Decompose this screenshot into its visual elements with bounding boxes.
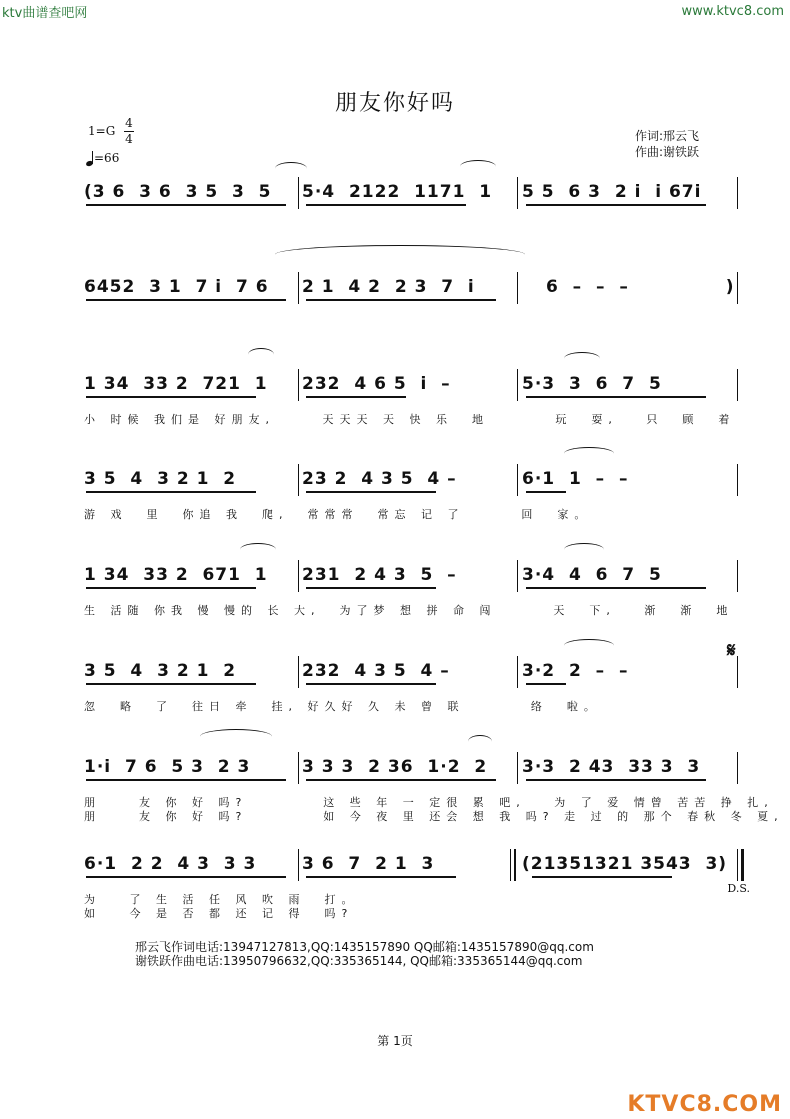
measure: (21351321 3543 3) [522, 854, 728, 874]
lyrics-line: 朋 友 你 好 吗? 如 今 夜 里 还会 想 我 吗? 走 过 的 那个 春秋 冬 夏, [84, 810, 784, 823]
watermark-logo: KTVC8.COM [627, 1092, 782, 1117]
score-row-1 [80, 182, 750, 222]
measure: 3·4 4 6 7 5 [522, 565, 662, 585]
measure: 3 5 4 3 2 1 2 [84, 661, 237, 681]
lyricist-contact: 邢云飞作词电话:13947127813,QQ:1435157890 QQ邮箱:1435157890@qq.com [135, 940, 594, 954]
segno-icon: 𝄋 [727, 638, 736, 662]
site-name-left: ktv曲谱查吧网 [2, 6, 88, 21]
measure: 5·4 2122 1171 1 [302, 182, 493, 202]
contact-info [135, 940, 594, 968]
quarter-note-icon [86, 150, 94, 166]
site-url-right: www.ktvc8.com [681, 4, 784, 19]
measure: (3 6 3 6 3 5 3 5 [84, 182, 272, 202]
lyricist-credit: 作词:邢云飞 [635, 129, 700, 143]
lyrics-line: 游 戏 里 你追 我 爬, 常常常 常忘 记 了 回 家。 [84, 508, 592, 521]
tempo-marking [86, 150, 119, 166]
measure: 6 – – – ) [546, 277, 735, 297]
composer-credit: 作曲:谢铁跃 [635, 145, 700, 159]
song-title: 朋友你好吗 [334, 91, 455, 116]
time-signature [122, 116, 136, 147]
credits [635, 128, 699, 160]
measure: 23 2 4 3 5 4 – [302, 469, 457, 489]
measure: 232 4 6 5 i – [302, 374, 451, 394]
lyrics-line: 忽 略 了 往日 牵 挂, 好久好 久 未 曾 联 络 啦。 [84, 700, 601, 713]
score-row-8 [80, 854, 750, 920]
lyrics-line: 小 时候 我们是 好朋友, 天天天 天 快 乐 地 玩 耍, 只 顾 着 [84, 413, 736, 426]
score-row-7 [80, 757, 784, 823]
lyrics-line: 生 活随 你我 慢 慢的 长 大, 为了梦 想 拼 命 闯 天 下, 渐 渐 地 [84, 604, 734, 617]
measure: 6452 3 1 7 i 7 6 [84, 277, 269, 297]
score-row-5 [80, 565, 750, 617]
composer-contact: 谢铁跃作曲电话:13950796632,QQ:335365144, QQ邮箱:335365144@qq.com [135, 954, 583, 968]
score-row-2 [80, 277, 750, 317]
lyrics-line: 朋 友 你 好 吗? 这 些 年 一 定很 累 吧, 为 了 爱 情曾 苦苦 挣 扎, [84, 796, 774, 809]
key-signature: 1=G [88, 124, 116, 138]
lyrics-line: 如 今 是 否 都 还 记 得 吗? [84, 907, 354, 920]
measure: 2 1 4 2 2 3 7 i [302, 277, 475, 297]
measure: 3 5 4 3 2 1 2 [84, 469, 237, 489]
measure: 1 34 33 2 721 1 [84, 374, 268, 394]
dal-segno-marking: D.S. [727, 882, 750, 895]
measure: 3 6 7 2 1 3 [302, 854, 435, 874]
score-row-6 [80, 661, 750, 713]
measure: 3 3 3 2 36 1·2 2 [302, 757, 488, 777]
time-signature-bottom: 4 [125, 132, 133, 146]
page-number: 第 1页 [377, 1034, 413, 1048]
time-signature-top: 4 [125, 116, 133, 130]
measure: 3·2 2 – – [522, 661, 629, 681]
measure: 5·3 3 6 7 5 [522, 374, 662, 394]
tempo-value: =66 [94, 151, 120, 165]
score-row-3 [80, 374, 750, 426]
measure: 6·1 2 2 4 3 3 3 [84, 854, 257, 874]
measure: 6·1 1 – – [522, 469, 629, 489]
measure: 5 5 6 3 2 i i 67i [522, 182, 702, 202]
measure: 1 34 33 2 671 1 [84, 565, 268, 585]
measure: 1·i 7 6 5 3 2 3 [84, 757, 251, 777]
measure: 231 2 4 3 5 – [302, 565, 457, 585]
measure: 3·3 2 43 33 3 3 [522, 757, 701, 777]
lyrics-line: 为 了 生 活 任 风 吹 雨 打。 [84, 893, 359, 906]
score-row-4 [80, 469, 750, 521]
measure: 232 4 3 5 4 – [302, 661, 450, 681]
